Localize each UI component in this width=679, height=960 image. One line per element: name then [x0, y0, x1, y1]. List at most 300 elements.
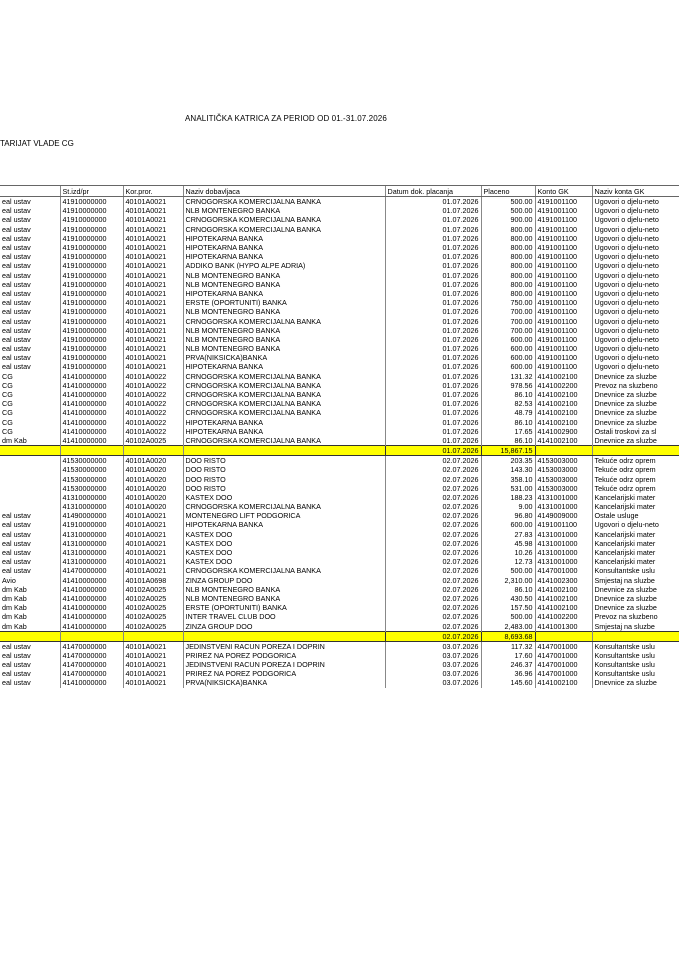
table-row: [0, 225, 679, 234]
cell-konto-name: Ugovori o djelu-neto: [592, 225, 679, 234]
cell-konto: 4191001100: [535, 353, 592, 362]
cell-st-izd: 41470000000: [60, 641, 123, 651]
table-row: [0, 511, 679, 520]
cell-kor-pror: 40101A0021: [123, 651, 183, 660]
col-header-st-izd: St.izd/pr: [60, 186, 123, 197]
cell-supplier: NLB MONTENEGRO BANKA: [183, 344, 385, 353]
cell-date: 02.07.2026: [385, 576, 481, 585]
cell-kor-pror: 40101A0021: [123, 225, 183, 234]
cell-paid: 800.00: [481, 252, 535, 261]
cell-date: 01.07.2026: [385, 381, 481, 390]
cell-st-izd: 41910000000: [60, 307, 123, 316]
cell-konto-name: Smjestaj na sluzbe: [592, 576, 679, 585]
cell-supplier: INTER TRAVEL CLUB DOO: [183, 612, 385, 621]
cell-konto-name: Dnevnice za sluzbe: [592, 603, 679, 612]
cell-unit: [0, 465, 60, 474]
cell-konto: 4191001100: [535, 225, 592, 234]
cell-date: 01.07.2026: [385, 206, 481, 215]
cell-date: 02.07.2026: [385, 603, 481, 612]
cell-konto-name: Ugovori o djelu-neto: [592, 243, 679, 252]
cell-unit: eal ustav: [2, 279, 31, 289]
cell-supplier: NLB MONTENEGRO BANKA: [183, 206, 385, 215]
cell-konto: 4191001100: [535, 252, 592, 261]
cell-supplier: JEDINSTVENI RACUN POREZA I DOPRIN: [183, 660, 385, 669]
cell-konto-name: Dnevnice za sluzbe: [592, 585, 679, 594]
cell-konto-name: Dnevnice za sluzbe: [592, 594, 679, 603]
cell-date: 02.07.2026: [385, 612, 481, 621]
total-amount: 15,867.15: [481, 446, 535, 456]
cell-kor-pror: 40101A0021: [123, 197, 183, 207]
cell-kor-pror: 40101A0021: [123, 243, 183, 252]
cell-st-izd: 41470000000: [60, 651, 123, 660]
cell-st-izd: 41410000000: [60, 436, 123, 446]
cell-konto-name: Kancelarijski mater: [592, 493, 679, 502]
cell-konto-name: Dnevnice za sluzbe: [592, 372, 679, 381]
cell-unit: eal ustav: [2, 538, 31, 548]
cell-st-izd: [60, 631, 123, 641]
cell-st-izd: 41410000000: [60, 399, 123, 408]
cell-konto: 4141002100: [535, 678, 592, 687]
cell-st-izd: 41530000000: [60, 474, 123, 483]
cell-paid: 9.00: [481, 502, 535, 511]
col-header-paid: Placeno: [481, 186, 535, 197]
table-row: [0, 621, 679, 631]
cell-paid: 978.56: [481, 381, 535, 390]
table-row: [0, 660, 679, 669]
cell-kor-pror: 40101A0020: [123, 493, 183, 502]
cell-konto-name: [592, 446, 679, 456]
cell-unit: eal ustav: [2, 307, 31, 317]
cell-date: 03.07.2026: [385, 660, 481, 669]
cell-kor-pror: 40101A0021: [123, 344, 183, 353]
cell-date: 01.07.2026: [385, 408, 481, 417]
cell-konto: 4191001100: [535, 215, 592, 224]
cell-konto: 4191001100: [535, 271, 592, 280]
cell-kor-pror: 40101A0021: [123, 307, 183, 316]
table-row: [0, 252, 679, 261]
cell-st-izd: 41910000000: [60, 298, 123, 307]
cell-date: 01.07.2026: [385, 372, 481, 381]
cell-kor-pror: 40101A0020: [123, 456, 183, 466]
cell-konto: 4131001000: [535, 530, 592, 539]
table-body: [0, 197, 679, 688]
cell-unit: CG: [2, 371, 13, 381]
cell-st-izd: 41410000000: [60, 594, 123, 603]
cell-supplier: PRVA(NIKSICKA)BANKA: [183, 353, 385, 362]
cell-unit: eal ustav: [2, 270, 31, 280]
cell-paid: 10.26: [481, 548, 535, 557]
cell-supplier: HIPOTEKARNA BANKA: [183, 234, 385, 243]
cell-st-izd: 41530000000: [60, 484, 123, 493]
cell-konto: 4141002200: [535, 612, 592, 621]
table-row: [0, 307, 679, 316]
cell-konto-name: Kancelarijski mater: [592, 548, 679, 557]
cell-konto-name: Dnevnice za sluzbe: [592, 390, 679, 399]
cell-konto-name: Ugovori o djelu-neto: [592, 206, 679, 215]
table-row: [0, 362, 679, 371]
cell-supplier: HIPOTEKARNA BANKA: [183, 520, 385, 529]
cell-date: 01.07.2026: [385, 225, 481, 234]
cell-konto: 4147001000: [535, 660, 592, 669]
table-row: [0, 465, 679, 474]
cell-supplier: PRIREZ NA POREZ PODGORICA: [183, 651, 385, 660]
cell-unit: eal ustav: [2, 511, 31, 521]
cell-supplier: HIPOTEKARNA BANKA: [183, 427, 385, 436]
cell-paid: 600.00: [481, 520, 535, 529]
cell-unit: eal ustav: [2, 548, 31, 558]
cell-st-izd: 41910000000: [60, 271, 123, 280]
cell-date: 02.07.2026: [385, 520, 481, 529]
cell-st-izd: 41410000000: [60, 408, 123, 417]
cell-paid: 188.23: [481, 493, 535, 502]
daily-total-row: [0, 631, 679, 641]
cell-unit: eal ustav: [2, 243, 31, 253]
cell-date: 01.07.2026: [385, 243, 481, 252]
cell-supplier: KASTEX DOO: [183, 493, 385, 502]
cell-kor-pror: 40101A0020: [123, 502, 183, 511]
table-row: [0, 326, 679, 335]
cell-paid: 900.00: [481, 215, 535, 224]
cell-kor-pror: 40101A0022: [123, 381, 183, 390]
cell-kor-pror: 40101A0021: [123, 530, 183, 539]
cell-unit: eal ustav: [2, 197, 31, 207]
table-row: [0, 289, 679, 298]
cell-konto: 4141002100: [535, 585, 592, 594]
cell-date: 02.07.2026: [385, 474, 481, 483]
cell-konto: 4191001100: [535, 362, 592, 371]
cell-st-izd: 41910000000: [60, 326, 123, 335]
cell-st-izd: 41310000000: [60, 493, 123, 502]
cell-konto-name: Ugovori o djelu-neto: [592, 326, 679, 335]
cell-paid: 36.96: [481, 669, 535, 678]
cell-konto: 4141002100: [535, 436, 592, 446]
cell-supplier: CRNOGORSKA KOMERCIJALNA BANKA: [183, 390, 385, 399]
table-row: [0, 390, 679, 399]
cell-paid: 86.10: [481, 585, 535, 594]
cell-paid: 203.35: [481, 456, 535, 466]
cell-kor-pror: 40101A0021: [123, 289, 183, 298]
table-row: [0, 372, 679, 381]
cell-unit: eal ustav: [2, 316, 31, 326]
cell-date: 02.07.2026: [385, 557, 481, 566]
cell-date: 01.07.2026: [385, 271, 481, 280]
cell-supplier: CRNOGORSKA KOMERCIJALNA BANKA: [183, 399, 385, 408]
cell-konto: 4153003000: [535, 456, 592, 466]
cell-paid: 96.80: [481, 511, 535, 520]
cell-date: 03.07.2026: [385, 669, 481, 678]
cell-date: 01.07.2026: [385, 289, 481, 298]
cell-paid: 131.32: [481, 372, 535, 381]
cell-konto: 4191001100: [535, 243, 592, 252]
cell-konto: 4191001100: [535, 197, 592, 207]
cell-supplier: CRNOGORSKA KOMERCIJALNA BANKA: [183, 566, 385, 575]
cell-date: 01.07.2026: [385, 234, 481, 243]
cell-supplier: PRIREZ NA POREZ PODGORICA: [183, 669, 385, 678]
cell-unit: CG: [2, 399, 13, 409]
cell-paid: 700.00: [481, 307, 535, 316]
cell-kor-pror: 40101A0021: [123, 566, 183, 575]
cell-date: 02.07.2026: [385, 594, 481, 603]
cell-konto: 4191001100: [535, 206, 592, 215]
cell-kor-pror: 40101A0021: [123, 335, 183, 344]
table-row: [0, 484, 679, 493]
table-row: [0, 436, 679, 446]
cell-unit: eal ustav: [2, 252, 31, 262]
cell-paid: 143.30: [481, 465, 535, 474]
cell-supplier: HIPOTEKARNA BANKA: [183, 362, 385, 371]
cell-paid: 82.53: [481, 399, 535, 408]
cell-konto-name: Ugovori o djelu-neto: [592, 234, 679, 243]
cell-kor-pror: 40101A0022: [123, 372, 183, 381]
cell-konto-name: Ugovori o djelu-neto: [592, 335, 679, 344]
cell-konto: 4191001100: [535, 520, 592, 529]
cell-konto: 4141002100: [535, 594, 592, 603]
cell-supplier: NLB MONTENEGRO BANKA: [183, 594, 385, 603]
cell-kor-pror: 40102A0025: [123, 436, 183, 446]
cell-kor-pror: 40101A0021: [123, 353, 183, 362]
cell-date: 02.07.2026: [385, 465, 481, 474]
cell-unit: eal ustav: [2, 566, 31, 576]
cell-date: 03.07.2026: [385, 678, 481, 687]
cell-st-izd: 41910000000: [60, 234, 123, 243]
cell-supplier: KASTEX DOO: [183, 539, 385, 548]
cell-konto-name: [592, 631, 679, 641]
cell-konto: [535, 446, 592, 456]
col-header-supplier: Naziv dobavljaca: [183, 186, 385, 197]
cell-paid: 600.00: [481, 335, 535, 344]
cell-supplier: NLB MONTENEGRO BANKA: [183, 271, 385, 280]
cell-konto-name: Ugovori o djelu-neto: [592, 280, 679, 289]
cell-konto-name: Dnevnice za sluzbe: [592, 678, 679, 687]
cell-unit: eal ustav: [2, 334, 31, 344]
cell-supplier: ERSTE (OPORTUNITI) BANKA: [183, 298, 385, 307]
cell-st-izd: 41310000000: [60, 502, 123, 511]
cell-supplier: ADDIKO BANK (HYPO ALPE ADRIA): [183, 261, 385, 270]
cell-unit: eal ustav: [2, 215, 31, 225]
cell-unit: dm Kab: [2, 593, 27, 603]
table-row: [0, 261, 679, 270]
cell-supplier: HIPOTEKARNA BANKA: [183, 418, 385, 427]
cell-paid: 500.00: [481, 566, 535, 575]
table-row: [0, 641, 679, 651]
table-row: [0, 585, 679, 594]
cell-supplier: NLB MONTENEGRO BANKA: [183, 307, 385, 316]
cell-unit: eal ustav: [2, 362, 31, 372]
cell-konto: 4141002100: [535, 399, 592, 408]
cell-supplier: HIPOTEKARNA BANKA: [183, 243, 385, 252]
cell-konto-name: Konsultantske uslu: [592, 651, 679, 660]
cell-konto-name: Tekuće odrz oprem: [592, 465, 679, 474]
cell-konto: 4147001000: [535, 641, 592, 651]
cell-paid: 700.00: [481, 316, 535, 325]
cell-konto: 4191001100: [535, 326, 592, 335]
cell-konto-name: Ugovori o djelu-neto: [592, 197, 679, 207]
table-row: [0, 576, 679, 585]
cell-date: 02.07.2026: [385, 502, 481, 511]
cell-supplier: DOO RISTO: [183, 474, 385, 483]
cell-unit: CG: [2, 390, 13, 400]
cell-paid: 430.50: [481, 594, 535, 603]
cell-supplier: DOO RISTO: [183, 456, 385, 466]
cell-konto-name: Dnevnice za sluzbe: [592, 408, 679, 417]
total-amount: 8,693.68: [481, 631, 535, 641]
cell-konto-name: Konsultantske uslu: [592, 669, 679, 678]
cell-paid: 48.79: [481, 408, 535, 417]
table-row: [0, 669, 679, 678]
cell-supplier: NLB MONTENEGRO BANKA: [183, 280, 385, 289]
cell-konto: [535, 631, 592, 641]
cell-konto-name: Prevoz na sluzbeno: [592, 381, 679, 390]
cell-konto-name: Tekuće odrz oprem: [592, 474, 679, 483]
cell-konto-name: Dnevnice za sluzbe: [592, 399, 679, 408]
table-row: [0, 408, 679, 417]
cell-unit: [0, 484, 60, 493]
cell-st-izd: 41310000000: [60, 530, 123, 539]
ledger-table: [0, 185, 679, 688]
cell-paid: 117.32: [481, 641, 535, 651]
cell-paid: 800.00: [481, 280, 535, 289]
table-row: [0, 197, 679, 207]
cell-unit: eal ustav: [2, 529, 31, 539]
cell-konto: 4131001000: [535, 493, 592, 502]
cell-kor-pror: 40101A0021: [123, 326, 183, 335]
total-date: 01.07.2026: [385, 446, 481, 456]
cell-konto: 4191001100: [535, 234, 592, 243]
cell-unit: eal ustav: [2, 557, 31, 567]
cell-paid: 531.00: [481, 484, 535, 493]
table-row: [0, 594, 679, 603]
cell-supplier: [183, 631, 385, 641]
cell-st-izd: 41910000000: [60, 362, 123, 371]
cell-kor-pror: 40101A0021: [123, 206, 183, 215]
cell-paid: 800.00: [481, 289, 535, 298]
cell-st-izd: 41410000000: [60, 372, 123, 381]
cell-paid: 800.00: [481, 234, 535, 243]
cell-date: 01.07.2026: [385, 418, 481, 427]
cell-kor-pror: 40101A0022: [123, 427, 183, 436]
cell-konto: 4141002100: [535, 418, 592, 427]
cell-unit: eal ustav: [2, 206, 31, 216]
cell-date: 01.07.2026: [385, 362, 481, 371]
cell-paid: 45.98: [481, 539, 535, 548]
cell-konto-name: Ugovori o djelu-neto: [592, 215, 679, 224]
cell-supplier: NLB MONTENEGRO BANKA: [183, 335, 385, 344]
cell-kor-pror: 40101A0021: [123, 280, 183, 289]
cell-unit: dm Kab: [2, 621, 27, 631]
cell-kor-pror: 40101A0021: [123, 660, 183, 669]
cell-konto-name: Ugovori o djelu-neto: [592, 271, 679, 280]
cell-st-izd: 41410000000: [60, 381, 123, 390]
cell-supplier: CRNOGORSKA KOMERCIJALNA BANKA: [183, 408, 385, 417]
cell-unit: dm Kab: [2, 435, 27, 445]
cell-paid: 800.00: [481, 243, 535, 252]
cell-date: 02.07.2026: [385, 484, 481, 493]
table-row: [0, 298, 679, 307]
daily-total-row: [0, 446, 679, 456]
cell-st-izd: 41910000000: [60, 206, 123, 215]
cell-date: 01.07.2026: [385, 344, 481, 353]
cell-supplier: ERSTE (OPORTUNITI) BANKA: [183, 603, 385, 612]
table-row: [0, 530, 679, 539]
cell-date: 03.07.2026: [385, 641, 481, 651]
cell-konto: 4141002200: [535, 381, 592, 390]
cell-date: 01.07.2026: [385, 261, 481, 270]
cell-date: 01.07.2026: [385, 326, 481, 335]
cell-st-izd: 41470000000: [60, 566, 123, 575]
cell-konto: 4131001000: [535, 548, 592, 557]
cell-unit: [0, 631, 60, 641]
cell-st-izd: 41910000000: [60, 215, 123, 224]
cell-konto-name: Ugovori o djelu-neto: [592, 316, 679, 325]
cell-st-izd: 41470000000: [60, 669, 123, 678]
institution-name: TARIJAT VLADE CG: [0, 139, 74, 148]
cell-date: 01.07.2026: [385, 252, 481, 261]
cell-konto-name: Ugovori o djelu-neto: [592, 344, 679, 353]
cell-konto-name: Ugovori o djelu-neto: [592, 261, 679, 270]
cell-konto: 4147001000: [535, 566, 592, 575]
cell-paid: 86.10: [481, 436, 535, 446]
cell-st-izd: 41410000000: [60, 427, 123, 436]
cell-konto: 4131001000: [535, 557, 592, 566]
table-header-row: [0, 186, 679, 197]
cell-kor-pror: 40101A0021: [123, 641, 183, 651]
cell-kor-pror: 40102A0025: [123, 594, 183, 603]
cell-kor-pror: 40102A0025: [123, 603, 183, 612]
cell-kor-pror: 40101A0020: [123, 484, 183, 493]
table-row: [0, 418, 679, 427]
cell-unit: eal ustav: [2, 325, 31, 335]
cell-st-izd: 41470000000: [60, 660, 123, 669]
cell-paid: 246.37: [481, 660, 535, 669]
cell-konto-name: Prevoz na sluzbeno: [592, 612, 679, 621]
cell-konto-name: Ugovori o djelu-neto: [592, 520, 679, 529]
cell-date: 02.07.2026: [385, 511, 481, 520]
cell-konto-name: Ugovori o djelu-neto: [592, 289, 679, 298]
cell-konto: 4191001100: [535, 298, 592, 307]
cell-kor-pror: 40101A0021: [123, 261, 183, 270]
cell-unit: dm Kab: [2, 584, 27, 594]
cell-unit: eal ustav: [2, 233, 31, 243]
cell-unit: CG: [2, 417, 13, 427]
cell-kor-pror: 40101A0698: [123, 576, 183, 585]
cell-kor-pror: 40101A0020: [123, 465, 183, 474]
table-row: [0, 474, 679, 483]
cell-konto-name: Kancelarijski mater: [592, 530, 679, 539]
cell-st-izd: 41410000000: [60, 678, 123, 687]
cell-date: 01.07.2026: [385, 335, 481, 344]
cell-st-izd: 41410000000: [60, 585, 123, 594]
cell-st-izd: 41310000000: [60, 557, 123, 566]
cell-supplier: DOO RISTO: [183, 484, 385, 493]
cell-paid: 500.00: [481, 612, 535, 621]
cell-konto-name: Ostali troskovi za sl: [592, 427, 679, 436]
cell-konto-name: Ugovori o djelu-neto: [592, 252, 679, 261]
cell-paid: 600.00: [481, 353, 535, 362]
cell-unit: dm Kab: [2, 603, 27, 613]
cell-st-izd: 41910000000: [60, 353, 123, 362]
cell-st-izd: 41310000000: [60, 539, 123, 548]
cell-date: 01.07.2026: [385, 307, 481, 316]
cell-paid: 145.60: [481, 678, 535, 687]
table-row: [0, 493, 679, 502]
cell-paid: 86.10: [481, 418, 535, 427]
cell-unit: eal ustav: [2, 344, 31, 354]
cell-st-izd: [60, 446, 123, 456]
cell-st-izd: 41910000000: [60, 316, 123, 325]
cell-date: 01.07.2026: [385, 280, 481, 289]
cell-paid: 800.00: [481, 261, 535, 270]
cell-kor-pror: 40101A0021: [123, 557, 183, 566]
